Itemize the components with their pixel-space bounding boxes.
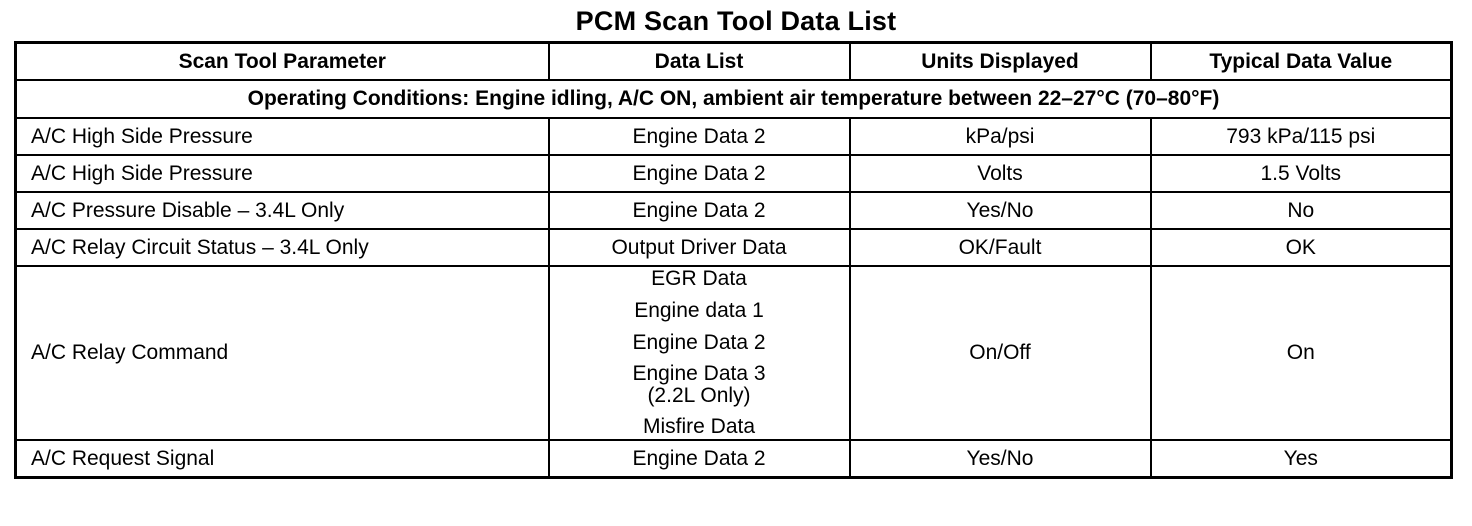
data-list-cell: Output Driver Data <box>549 229 850 266</box>
units-cell: Yes/No <box>850 192 1151 229</box>
typical-value-cell: OK <box>1151 229 1452 266</box>
data-list-item: Engine Data 3 (2.2L Only) <box>632 362 766 407</box>
header-units-displayed: Units Displayed <box>850 43 1151 81</box>
parameter-cell: A/C Pressure Disable – 3.4L Only <box>16 192 549 229</box>
header-typical-data-value: Typical Data Value <box>1151 43 1452 81</box>
data-list-item: Misfire Data <box>642 415 756 438</box>
table-row <box>16 229 1452 266</box>
typical-value-cell: 1.5 Volts <box>1151 155 1452 192</box>
header-row <box>16 43 1452 81</box>
units-cell: Yes/No <box>850 440 1151 478</box>
units-cell: On/Off <box>850 266 1151 440</box>
units-cell: Volts <box>850 155 1151 192</box>
table-row <box>16 192 1452 229</box>
parameter-cell: A/C High Side Pressure <box>16 155 549 192</box>
units-cell: OK/Fault <box>850 229 1151 266</box>
scan-tool-data-table <box>14 41 1453 479</box>
parameter-cell: A/C Relay Command <box>16 266 549 440</box>
operating-conditions: Operating Conditions: Engine idling, A/C ON, ambient air temperature between 22–27°C (70–80°F) <box>16 80 1452 118</box>
typical-value-cell: Yes <box>1151 440 1452 478</box>
data-list-item: Engine data 1 <box>634 299 764 322</box>
operating-conditions-row <box>16 80 1452 118</box>
table-row <box>16 118 1452 155</box>
header-data-list: Data List <box>549 43 850 81</box>
data-list-item: Engine Data 2 <box>632 331 766 354</box>
parameter-cell: A/C Request Signal <box>16 440 549 478</box>
data-list-cell: Engine Data 2 <box>549 155 850 192</box>
data-list-cell: Engine Data 2 <box>549 192 850 229</box>
table-row <box>16 440 1452 478</box>
table-row <box>16 266 1452 440</box>
data-list-cell <box>549 266 850 440</box>
table-title: PCM Scan Tool Data List <box>575 6 897 36</box>
table-row <box>16 155 1452 192</box>
data-list-item: EGR Data <box>651 267 747 290</box>
units-cell: kPa/psi <box>850 118 1151 155</box>
data-list-cell: Engine Data 2 <box>549 440 850 478</box>
typical-value-cell: No <box>1151 192 1452 229</box>
header-scan-tool-parameter: Scan Tool Parameter <box>16 43 549 81</box>
parameter-cell: A/C Relay Circuit Status – 3.4L Only <box>16 229 549 266</box>
typical-value-cell: 793 kPa/115 psi <box>1151 118 1452 155</box>
data-list-cell: Engine Data 2 <box>549 118 850 155</box>
typical-value-cell: On <box>1151 266 1452 440</box>
data-list-stack <box>564 267 835 439</box>
parameter-cell: A/C High Side Pressure <box>16 118 549 155</box>
